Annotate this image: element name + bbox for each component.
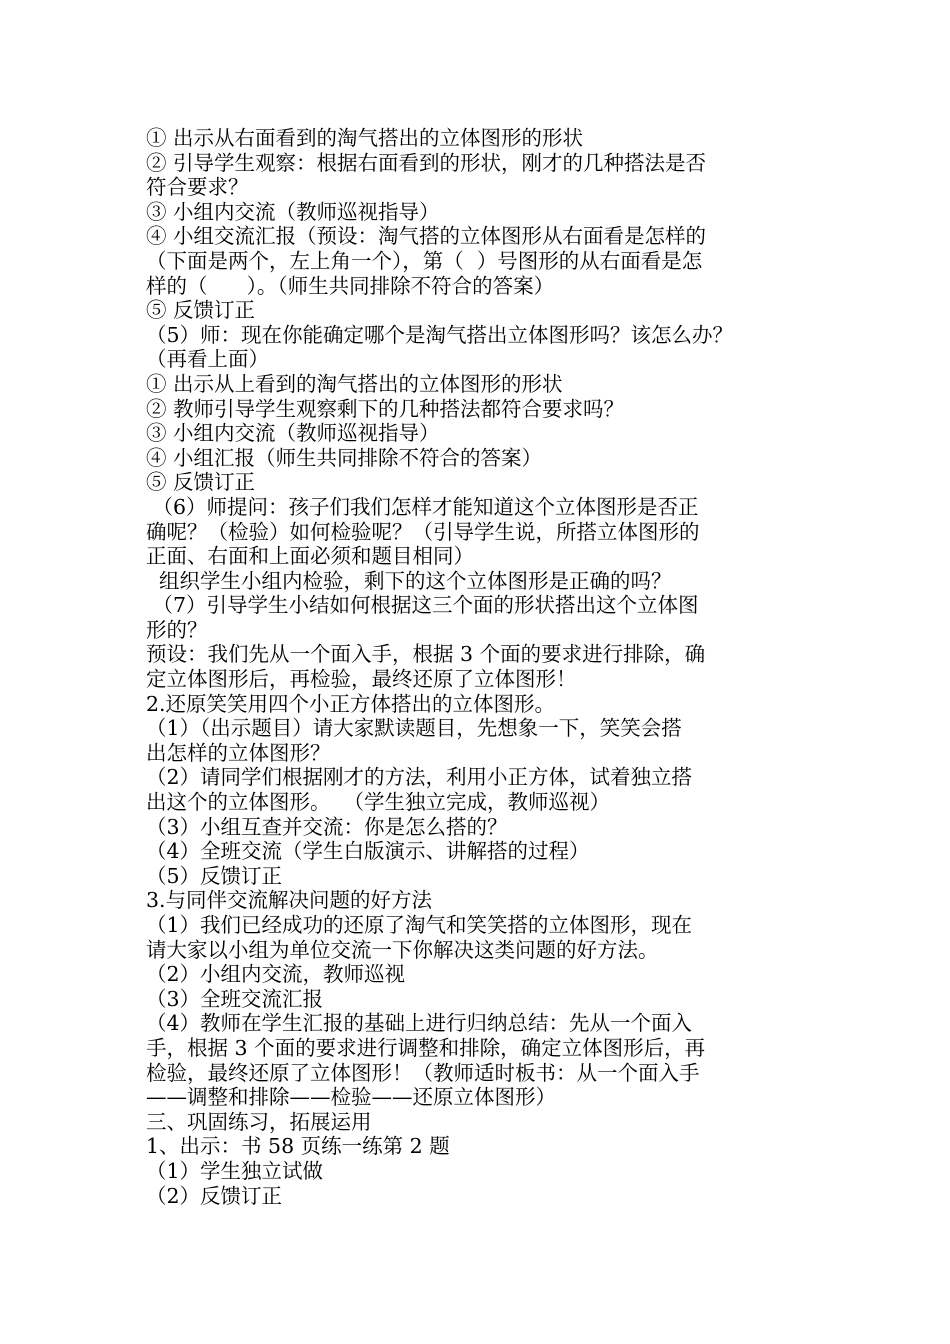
text-line: ——调整和排除——检验——还原立体图形） [146, 1085, 556, 1110]
text-line: 三、巩固练习，拓展运用 [146, 1109, 372, 1134]
text-line: （2）请同学们根据刚才的方法，利用小正方体，试着独立搭 [146, 765, 693, 790]
text-line: ② 引导学生观察：根据右面看到的形状，刚才的几种搭法是否 [146, 150, 707, 175]
text-line: 符合要求？ [146, 175, 249, 200]
text-line: ② 教师引导学生观察剩下的几种搭法都符合要求吗？ [146, 396, 625, 421]
text-line: ① 出示从右面看到的淘气搭出的立体图形的形状 [146, 126, 584, 150]
text-line: （5）反馈订正 [146, 863, 283, 888]
text-line: 1、出示：书 58 页练一练第 2 题 [146, 1134, 450, 1159]
text-line: 手，根据 3 个面的要求进行调整和排除，确定立体图形后，再 [146, 1035, 706, 1060]
text-line: 出这个的立体图形。 （学生独立完成，教师巡视） [146, 790, 611, 815]
text-line: 正面、右面和上面必须和题目相同） [146, 544, 474, 569]
text-line: 确呢？（检验）如何检验呢？（引导学生说，所搭立体图形的 [146, 519, 700, 544]
text-line: （2）小组内交流，教师巡视 [146, 962, 406, 987]
text-line: （1）（出示题目）请大家默读题目，先想象一下，笑笑会搭 [146, 716, 682, 741]
text-line: 预设：我们先从一个面入手，根据 3 个面的要求进行排除，确 [146, 642, 706, 667]
text-line: 2.还原笑笑用四个小正方体搭出的立体图形。 [146, 691, 556, 716]
text-line: （4）教师在学生汇报的基础上进行归纳总结：先从一个面入 [146, 1011, 693, 1036]
text-line: （下面是两个，左上角一个），第（ ）号图形的从右面看是怎 [146, 248, 703, 273]
text-line: 组织学生小组内检验，剩下的这个立体图形是正确的吗？ [146, 568, 672, 593]
text-line: 检验，最终还原了立体图形！（教师适时板书：从一个面入手 [146, 1060, 700, 1085]
text-line: 样的（ ）。（师生共同排除不符合的答案） [146, 273, 555, 298]
text-line: 定立体图形后，再检验，最终还原了立体图形！ [146, 667, 577, 692]
text-line: ① 出示从上看到的淘气搭出的立体图形的形状 [146, 371, 563, 396]
text-line: 出怎样的立体图形？ [146, 740, 331, 765]
text-line: （1）学生独立试做 [146, 1158, 324, 1183]
text-line: ⑤ 反馈订正 [146, 298, 256, 323]
document-page [146, 126, 826, 1208]
text-line: （3）全班交流汇报 [146, 986, 324, 1011]
text-line: （2）反馈订正 [146, 1183, 283, 1208]
text-line: （3）小组互查并交流：你是怎么搭的？ [146, 814, 508, 839]
text-line: 请大家以小组为单位交流一下你解决这类问题的好方法。 [146, 937, 659, 962]
text-line: （1）我们已经成功的还原了淘气和笑笑搭的立体图形，现在 [146, 913, 693, 937]
text-line: ④ 小组交流汇报（预设：淘气搭的立体图形从右面看是怎样的 [146, 224, 707, 249]
text-line: ③ 小组内交流（教师巡视指导） [146, 421, 440, 446]
text-line: （7）引导学生小结如何根据这三个面的形状搭出这个立体图 [146, 593, 699, 618]
text-line: ⑤ 反馈订正 [146, 470, 256, 495]
text-line: （4）全班交流（学生白版演示、讲解搭的过程） [146, 839, 590, 864]
text-line: ③ 小组内交流（教师巡视指导） [146, 199, 440, 224]
text-line: （再看上面） [146, 347, 269, 372]
text-line: 形的？ [146, 617, 208, 642]
text-line: ④ 小组汇报（师生共同排除不符合的答案） [146, 445, 543, 470]
text-line: （5）师：现在你能确定哪个是淘气搭出立体图形吗？该怎么办？ [146, 322, 734, 347]
text-line: 3.与同伴交流解决问题的好方法 [146, 888, 433, 913]
text-line: （6）师提问：孩子们我们怎样才能知道这个立体图形是否正 [146, 494, 699, 519]
